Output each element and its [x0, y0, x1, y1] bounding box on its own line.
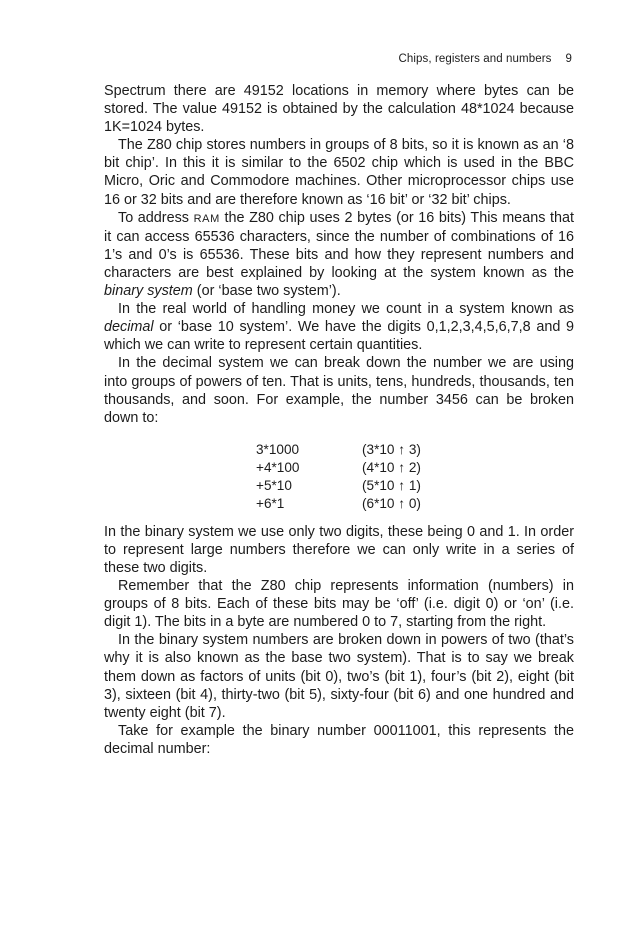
term-cell: +4*100 [256, 459, 300, 475]
paragraph-3-part-a: To address [118, 209, 194, 226]
running-head [398, 53, 572, 65]
paragraph-7: Remember that the Z80 chip represents information (numbers) in groups of 8 bits. Each of these bits may be ‘off’ (i.e. digit 0) or ‘on’ (i.e. digit 1). The bits in a byte are numbered 0 to 7, starting from the right. [104, 578, 574, 631]
chapter-title: Chips, registers and numbers [398, 53, 552, 65]
paragraph-6: In the binary system we use only two digits, these being 0 and 1. In order to represent large numbers therefore we can only write in a series of these two digits. [104, 523, 574, 576]
table-row [104, 459, 421, 477]
paragraph-3-part-c: (or ‘base two system’). [192, 283, 341, 300]
paragraph-3-part-b: the Z80 chip uses 2 bytes (or 16 bits) This means that it can access 65536 characters, since the number of combinations of 16 1’s and 0’s is 65536. These bits and how they represent numbers and characters are best explained by looking at the system known as the [104, 209, 574, 281]
table-row [104, 477, 421, 495]
page-number: 9 [565, 53, 572, 65]
ram-smallcaps: RAM [193, 212, 220, 225]
table-row [104, 495, 421, 513]
paragraph-3 [104, 209, 574, 300]
binary-system-term: binary system [104, 283, 193, 300]
power-expression-cell: (3*10 ↑ 3) [362, 441, 421, 457]
power-expression-cell: (6*10 ↑ 0) [362, 495, 421, 511]
decimal-term: decimal [104, 319, 154, 336]
paragraph-4-part-b: or ‘base 10 system’. We have the digits 0,1,2,3,4,5,6,7,8 and 9 which we can write to represent certain quantities. [104, 319, 574, 354]
paragraph-4 [104, 300, 574, 354]
term-cell: +6*1 [256, 495, 285, 511]
table-row [104, 441, 421, 459]
paragraph-2: The Z80 chip stores numbers in groups of 8 bits, so it is known as an ‘8 bit chip’. In this it is similar to the 6502 chip which is used in the BBC Micro, Oric and Commodore machines. Other microprocessor chips use 16 or 32 bits and are therefore known as ‘16 bit’ or ‘32 bit’ chips. [104, 137, 574, 208]
power-expression-cell: (5*10 ↑ 1) [362, 477, 421, 493]
paragraph-1: Spectrum there are 49152 locations in memory where bytes can be stored. The value 49152 is obtained by the calculation 48*1024 because 1K=1024 bytes. [104, 83, 574, 136]
paragraph-8: In the binary system numbers are broken down in powers of two (that’s why it is also known as the base two system). That is to say we break them down as factors of units (bit 0), two’s (bit 1), four’s (bit 2), eight (bit 3), sixteen (bit 4), thirty-two (bit 5), sixty-four (bit 6) and one hundred and twenty eight (bit 7). [104, 632, 574, 721]
paragraph-5: In the decimal system we can break down the number we are using into groups of powers of ten. That is units, tens, hundreds, thousands, ten thousands, and soon. For example, the number 3456 can be broken down to: [104, 355, 574, 426]
paragraph-9: Take for example the binary number 00011001, this represents the decimal number: [104, 722, 574, 757]
term-cell: 3*1000 [256, 441, 300, 457]
term-cell: +5*10 [256, 477, 292, 493]
power-expression-cell: (4*10 ↑ 2) [362, 459, 421, 475]
decimal-decomposition-table [104, 441, 421, 513]
body-text [104, 82, 574, 758]
paragraph-4-part-a: In the real world of handling money we count in a system known as [118, 301, 574, 318]
